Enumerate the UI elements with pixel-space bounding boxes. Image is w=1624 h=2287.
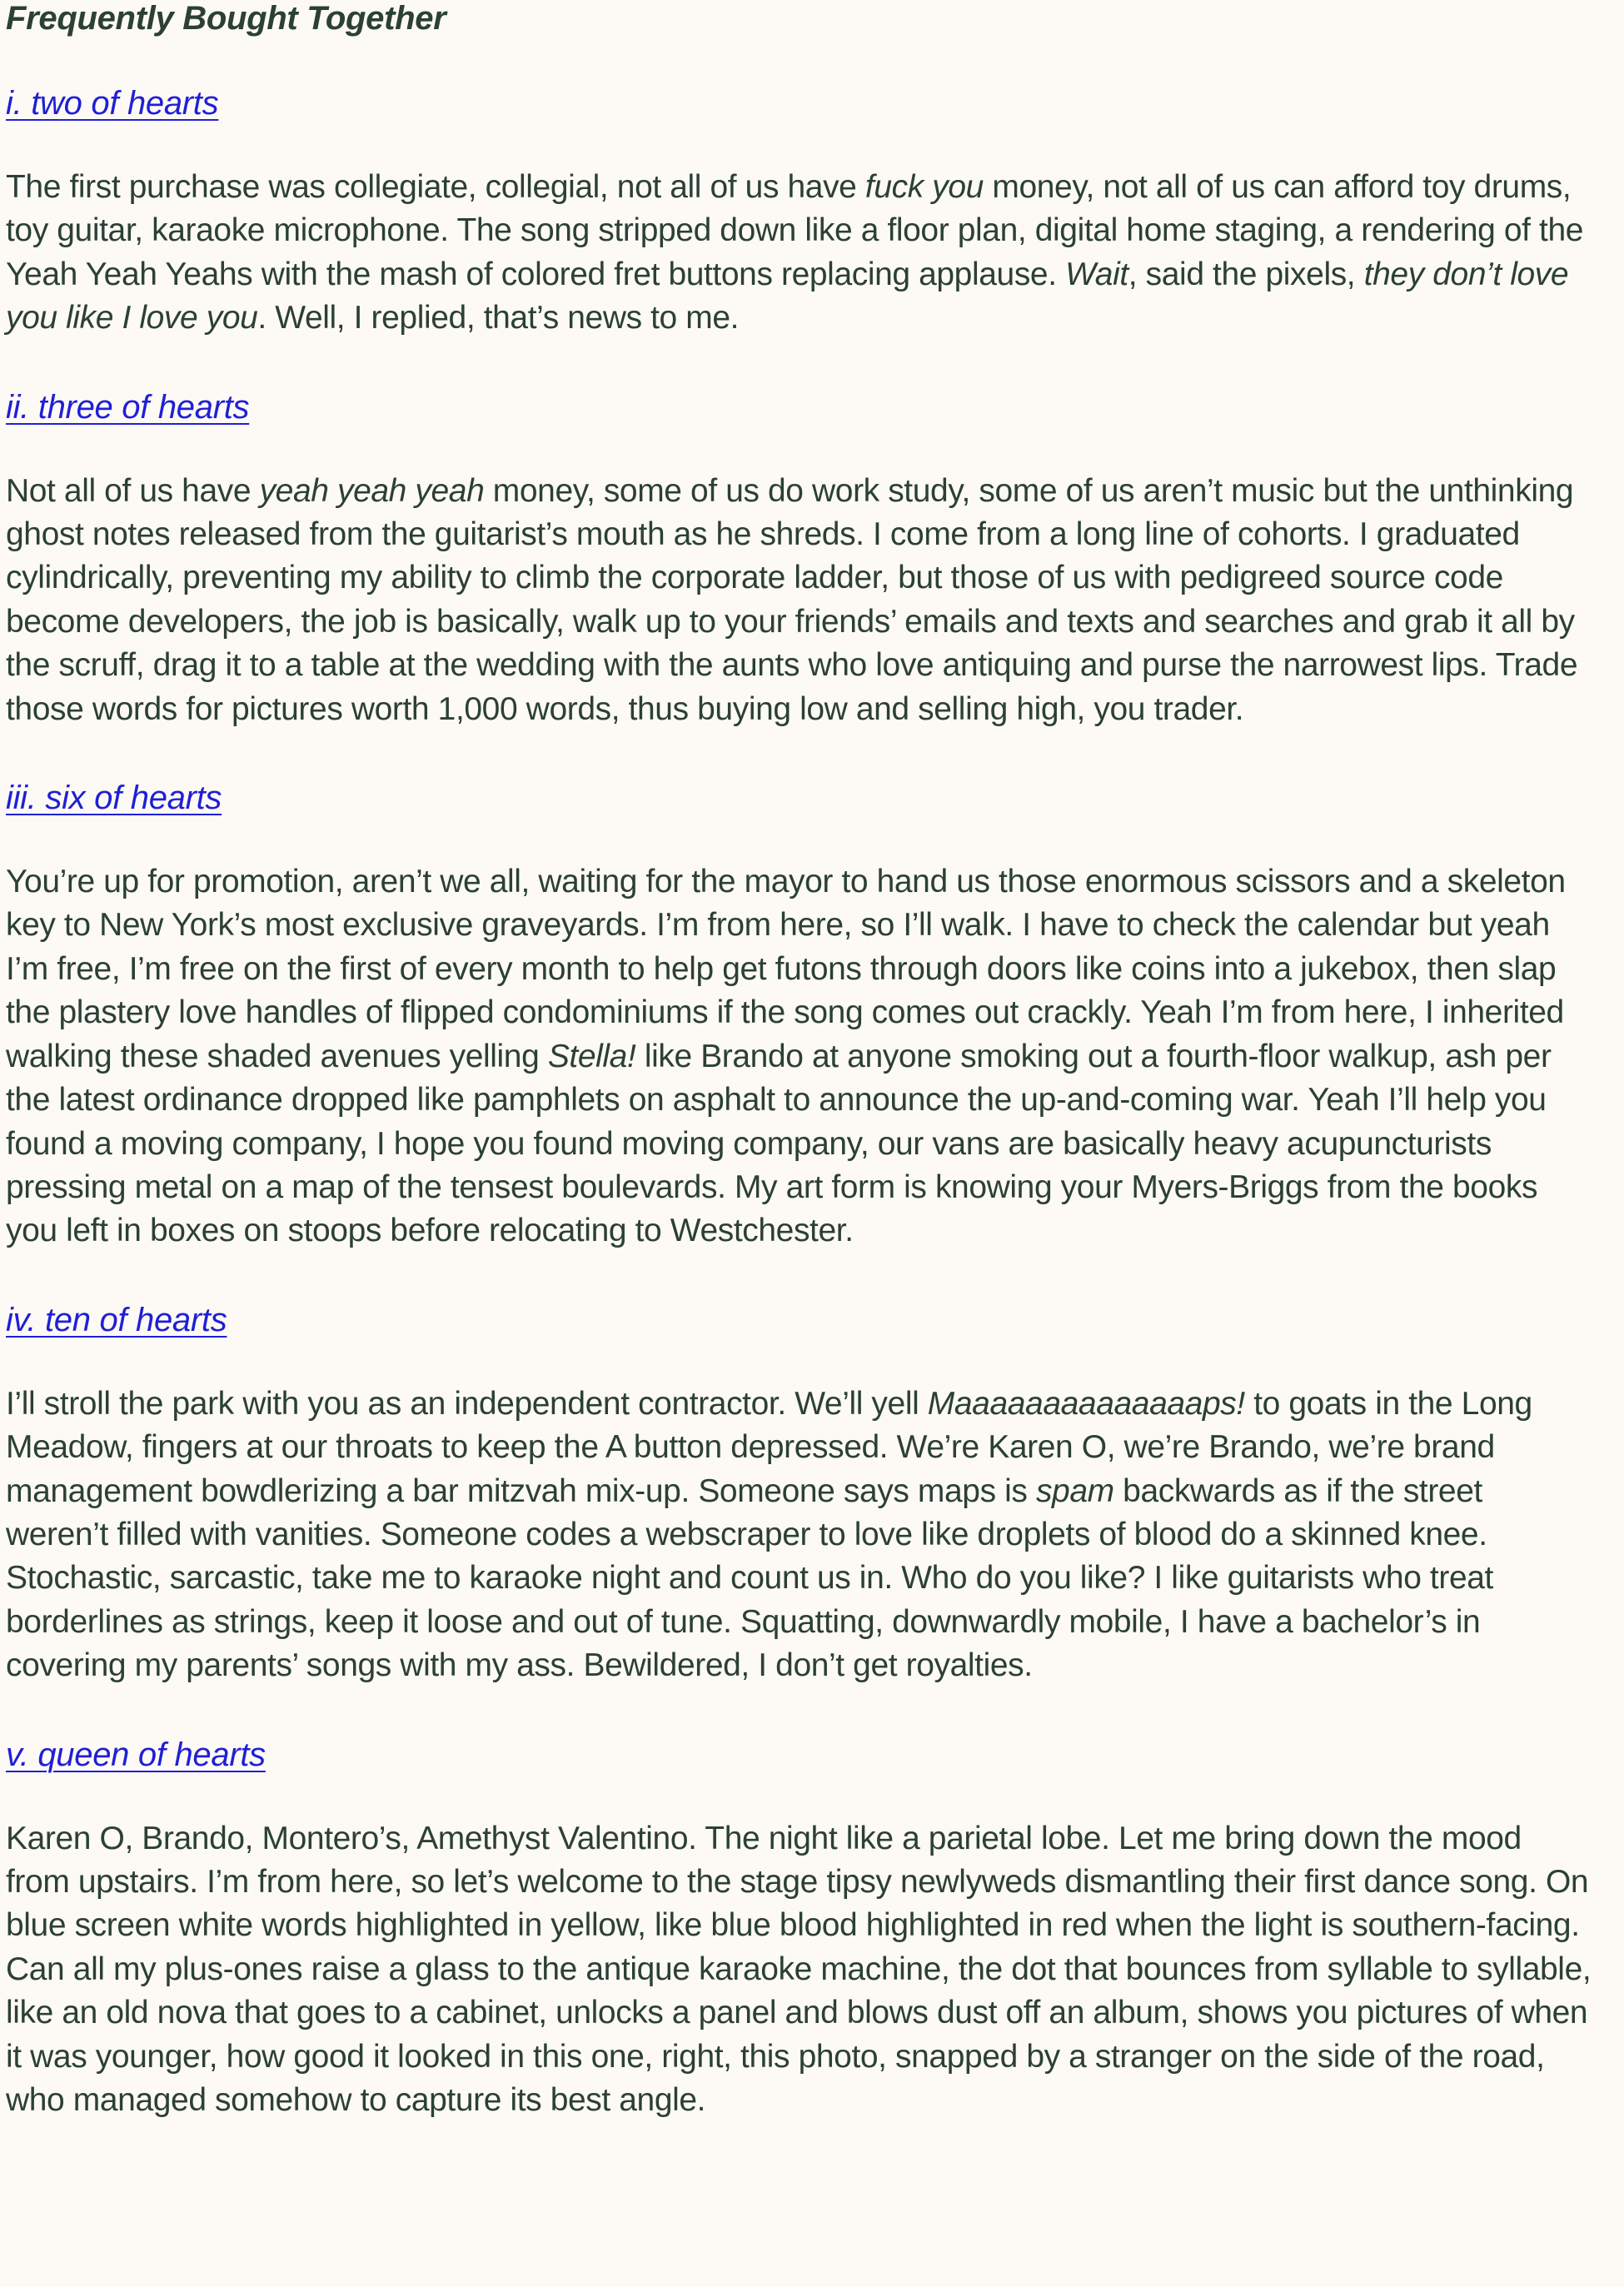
- section-paragraph: [6, 1383, 1592, 1688]
- text-run: money, not all of us can afford toy drums, toy guitar, karaoke microphone. The song stripped down like a floor plan, digital home staging, a rendering of the Yeah Yeah Yeahs with the mash of colored fret buttons replacing applause.: [6, 169, 1584, 292]
- text-run: Karen O, Brando, Montero’s, Amethyst Valentino. The night like a parietal lobe. Let me bring down the mood from upstairs. I’m from here, so let’s welcome to the stage tipsy newlyweds dismantling their first dance song. On blue screen white words highlighted in yellow, like blue blood highlighted in red when the light is southern-facing. Can all my plus-ones raise a glass to the antique karaoke machine, the dot that bounces from syllable to syllable, like an old nova that goes to a cabinet, unlocks a panel and blows dust off an album, shows you pictures of when it was younger, how good it looked in this one, right, this photo, snapped by a stranger on the side of the road, who managed somehow to capture its best angle.: [6, 1820, 1592, 2118]
- section-heading-link[interactable]: iii. six of hearts: [6, 780, 222, 817]
- section-heading-link[interactable]: i. two of hearts: [6, 85, 219, 122]
- text-run: . Well, I replied, that’s news to me.: [257, 300, 740, 336]
- poem-section: [6, 37, 1592, 341]
- text-run: The first purchase was collegiate, collegial, not all of us have: [6, 169, 865, 205]
- text-run: I’ll stroll the park with you as an independent contractor. We’ll yell: [6, 1385, 928, 1422]
- italic-phrase: spam: [1035, 1472, 1114, 1509]
- poem-section: [6, 341, 1592, 731]
- text-run: to goats in the Long Meadow, fingers at our throats to keep the A button depressed. We’re Karen O, we’re Brando, we’re brand management bowdlerizing a bar mitzvah mix-up. Someone says maps is: [6, 1385, 1532, 1509]
- section-heading-link[interactable]: v. queen of hearts: [6, 1736, 266, 1773]
- text-run: like Brando at anyone smoking out a fourth-floor walkup, ash per the latest ordinance dropped like pamphlets on asphalt to announce the up-and-coming war. Yeah I’ll help you found a moving company, I hope you found moving company, our vans are basically heavy acupuncturists pressing metal on a map of the tensest boulevards. My art form is knowing your Myers-Briggs from the books you left in boxes on stoops before relocating to Westchester.: [6, 1038, 1552, 1249]
- section-heading-link[interactable]: iv. ten of hearts: [6, 1301, 227, 1338]
- article: [6, 0, 1592, 2122]
- poem-section: [6, 1253, 1592, 1688]
- poem-section: [6, 731, 1592, 1253]
- section-heading-link[interactable]: ii. three of hearts: [6, 388, 250, 426]
- page-title: Frequently Bought Together: [6, 0, 446, 37]
- sections-container: [6, 37, 1592, 2122]
- section-paragraph: [6, 470, 1592, 731]
- text-run: backwards as if the street weren’t filled with vanities. Someone codes a webscraper to love like droplets of blood do a skinned knee. Stochastic, sarcastic, take me to karaoke night and count us in. Who do you like? I like guitarists who treat borderlines as strings, keep it loose and out of tune. Squatting, downwardly mobile, I have a bachelor’s in covering my parents’ songs with my ass. Bewildered, I don’t get royalties.: [6, 1472, 1493, 1684]
- section-paragraph: [6, 166, 1592, 341]
- poem-section: [6, 1688, 1592, 2123]
- italic-phrase: fuck you: [864, 169, 984, 205]
- italic-phrase: Maaaaaaaaaaaaaaps!: [927, 1385, 1245, 1422]
- italic-phrase: Stella!: [547, 1038, 636, 1074]
- text-run: You’re up for promotion, aren’t we all, waiting for the mayor to hand us those enormous scissors and a skeleton key to New York’s most exclusive graveyards. I’m from here, so I’ll walk. I have to check the calendar but yeah I’m free, I’m free on the first of every month to help get futons through doors like coins into a jukebox, then slap the plastery love handles of flipped condominiums if the song comes out crackly. Yeah I’m from here, I inherited walking these shaded avenues yelling: [6, 864, 1566, 1074]
- text-run: Not all of us have: [6, 472, 260, 509]
- section-paragraph: [6, 860, 1592, 1253]
- italic-phrase: they don’t love you like I love you: [6, 256, 1569, 336]
- text-run: , said the pixels,: [1128, 256, 1364, 292]
- italic-phrase: Wait: [1065, 256, 1128, 292]
- italic-phrase: yeah yeah yeah: [259, 472, 485, 509]
- section-paragraph: [6, 1817, 1592, 2123]
- text-run: money, some of us do work study, some of us aren’t music but the unthinking ghost notes released from the guitarist’s mouth as he shreds. I come from a long line of cohorts. I graduated cylindrically, preventing my ability to climb the corporate ladder, but those of us with pedigreed source code become developers, the job is basically, walk up to your friends’ emails and texts and searches and grab it all by the scruff, drag it to a table at the wedding with the aunts who love antiquing and purse the narrowest lips. Trade those words for pictures worth 1,000 words, thus buying low and selling high, you trader.: [6, 472, 1578, 727]
